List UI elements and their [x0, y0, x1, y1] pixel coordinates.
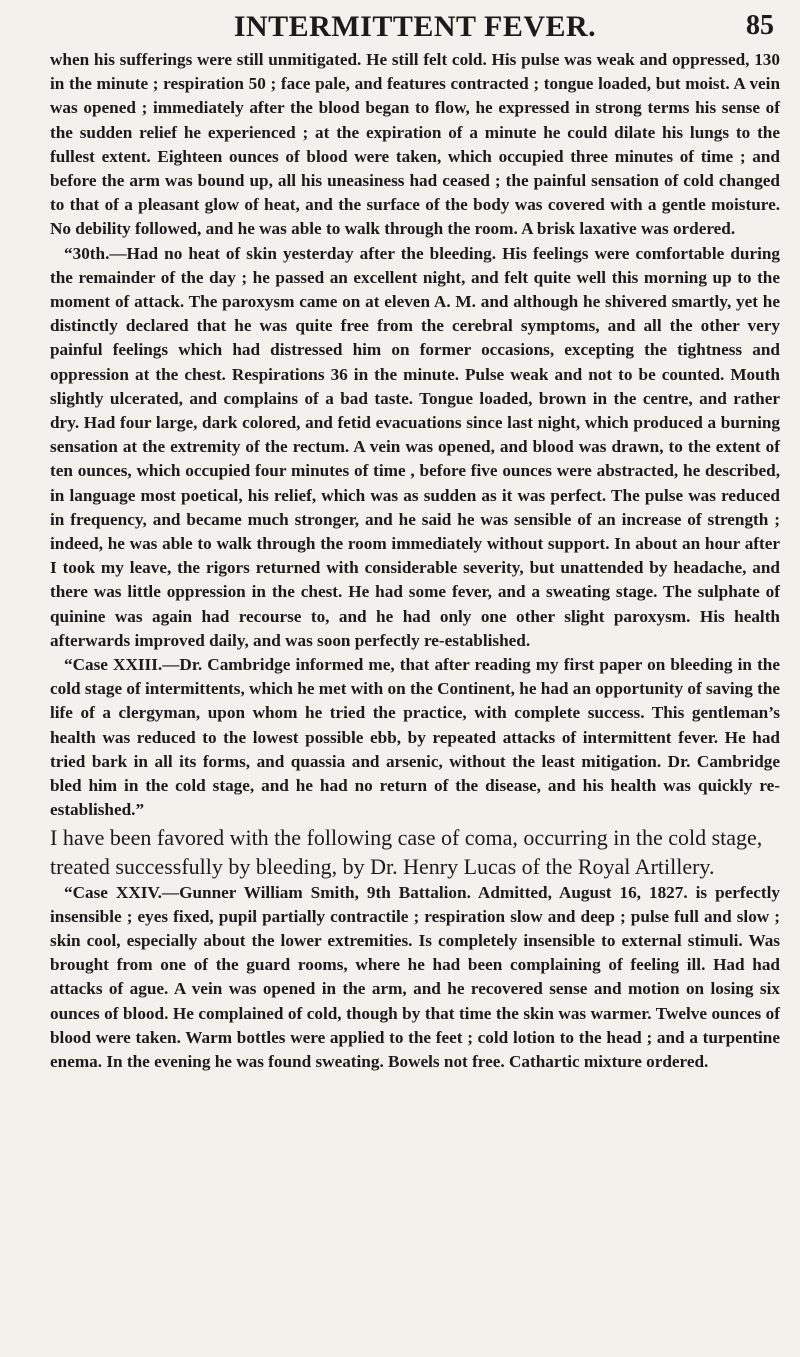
running-title: INTERMITTENT FEVER. — [233, 10, 597, 43]
paragraph-continuation: when his sufferings were still unmitigated. He still felt cold. His pulse was weak and oppressed, 130 in the minute ; respiration 50 ; face pale, and features contracted ; tongue loaded, but moist. A vein was opened ; immediately after the blood began to flow, he expressed in strong terms his sense of the sudden relief he experienced ; at the expiration of a minute he could dilate his lungs to the fullest extent. Eighteen ounces of blood were taken, which occupied three minutes of time ; and before the arm was bound up, all his uneasiness had ceased ; the painful sensation of cold changed to that of a pleasant glow of heat, and the surface of the body was covered with a gentle moisture. No debility followed, and he was able to walk through the room. A brisk laxative was ordered. — [50, 50, 780, 239]
body-text — [50, 48, 780, 1074]
page-number: 85 — [746, 10, 774, 41]
paragraph-30th: “30th.—Had no heat of skin yesterday after the bleeding. His feelings were comfortable during the remainder of the day ; he passed an excellent night, and felt quite well this morning up to the moment of attack. The paroxysm came on at eleven A. M. and although he shivered smartly, yet he distinctly declared that he was quite free from the cerebral symptoms, and all the other very painful feelings which had distressed him on former occasions, excepting the tightness and oppression at the chest. Respirations 36 in the minute. Pulse weak and not to be counted. Mouth slightly ulcerated, and complains of a bad taste. Tongue loaded, brown in the centre, and rather dry. Had four large, dark colored, and fetid evacuations since last night, which produced a burning sensation at the extremity of the rectum. A vein was opened, and blood was drawn, to the extent of ten ounces, which occupied four minutes of time , before five ounces were abstracted, he described, in language most poetical, his relief, which was as sudden as it was perfect. The pulse was reduced in frequency, and became much stronger, and he said he was sensible of an increase of strength ; indeed, he was able to walk through the room immediately without support. In about an hour after I took my leave, the rigors returned with considerable severity, but unattended by headache, and there was little oppression in the chest. He had some fever, and a sweating stage. The sulphate of quinine was again had recourse to, and he had only one other slight paroxysm. His health afterwards improved daily, and was soon perfectly re-established. — [50, 243, 780, 650]
running-head — [50, 10, 780, 50]
lead-paragraph: I have been favored with the following case of coma, occurring in the cold stage, treated successfully by bleeding, by Dr. Henry Lucas of the Royal Artillery. — [50, 824, 763, 879]
paragraph-case-xxiv: “Case XXIV.—Gunner William Smith, 9th Battalion. Admitted, August 16, 1827. is perfectly insensible ; eyes fixed, pupil partially contractile ; respiration slow and deep ; pulse full and slow ; skin cool, especially about the lower extremities. Is completely insensible to external stimuli. Was brought from one of the guard rooms, where he had been complaining of feeling ill. Had had attacks of ague. A vein was opened in the arm, and he recovered sense and motion on losing six ounces of blood. He complained of cold, though by that time the skin was warmer. Twelve ounces of blood were taken. Warm bottles were applied to the feet ; cold lotion to the head ; and a turpentine enema. In the evening he was found sweating. Bowels not free. Cathartic mixture ordered. — [50, 882, 780, 1071]
paragraph-case-xxiii: “Case XXIII.—Dr. Cambridge informed me, that after reading my first paper on bleeding in the cold stage of intermittents, which he met with on the Continent, he had an opportunity of saving the life of a clergyman, upon whom he tried the practice, with complete success. This gentleman’s health was reduced to the lowest possible ebb, by repeated attacks of intermittent fever. He had tried bark in all its forms, and quassia and arsenic, without the least mitigation. Dr. Cambridge bled him in the cold stage, and he had no return of the disease, and his health was quickly re-established.” — [50, 655, 781, 820]
